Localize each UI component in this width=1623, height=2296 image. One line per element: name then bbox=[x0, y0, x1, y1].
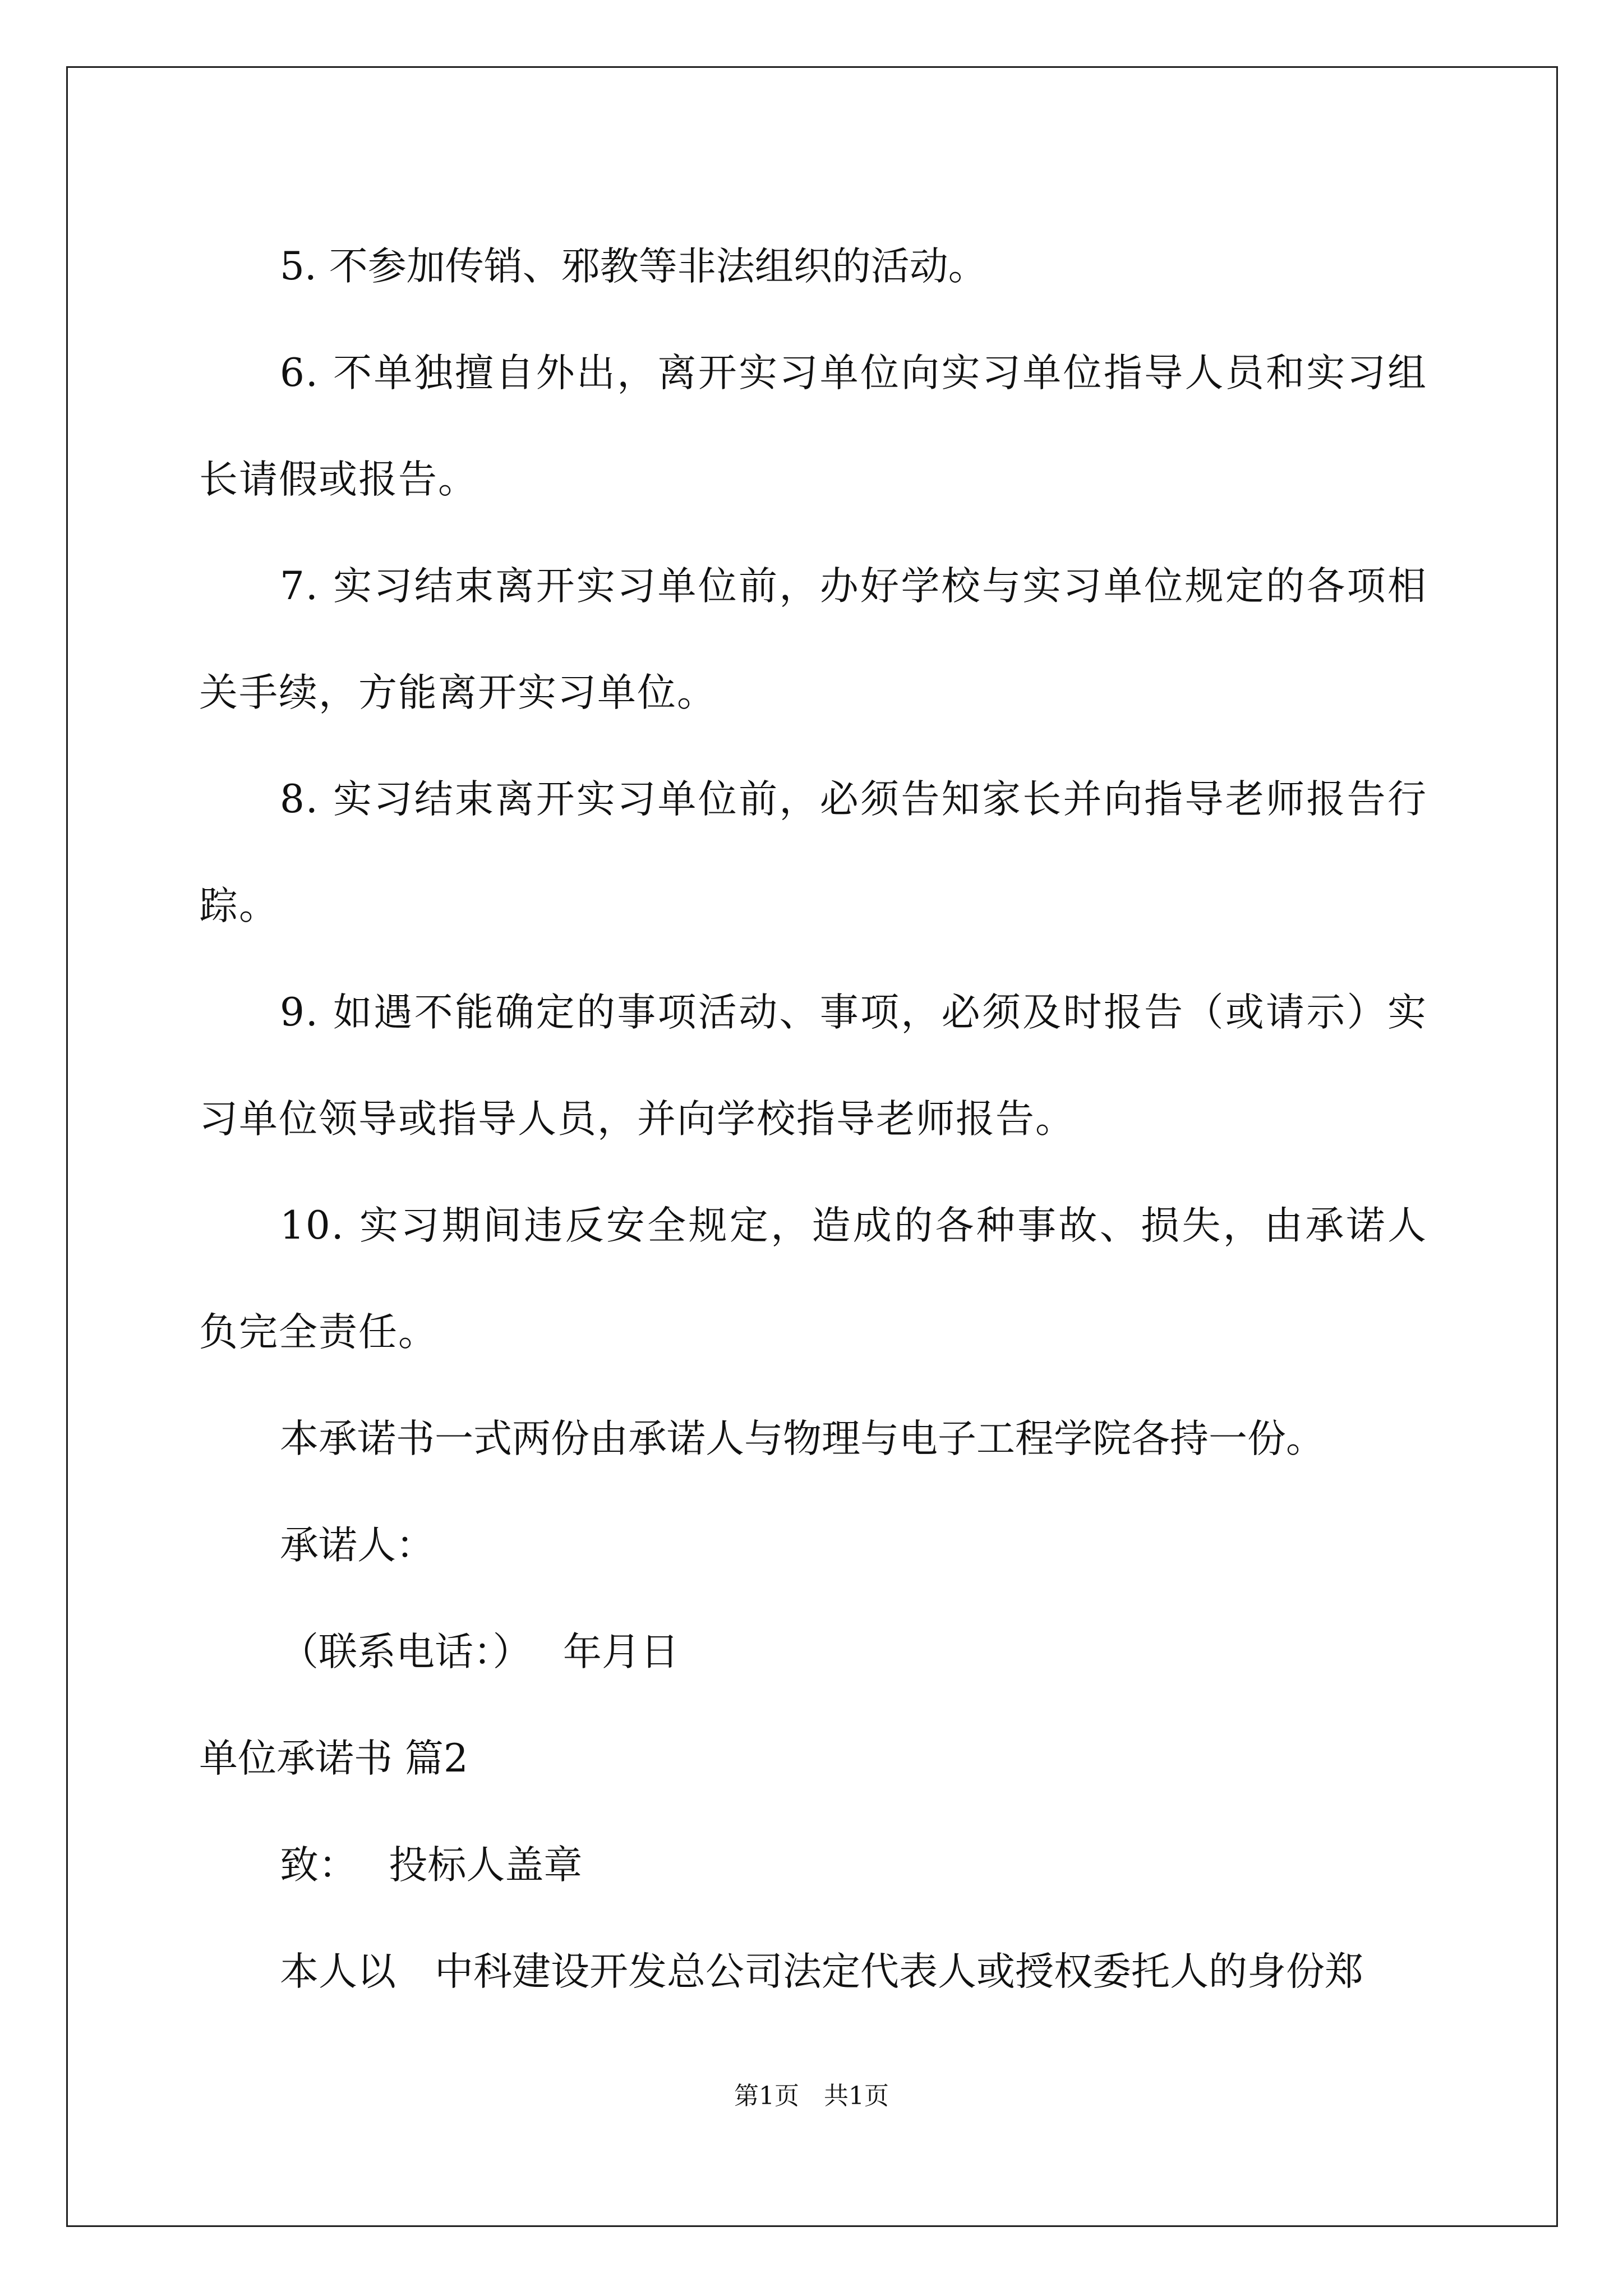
document-body bbox=[199, 213, 1427, 2025]
paragraph-item-9: 9. 如遇不能确定的事项活动、事项，必须及时报告（或请示）实习单位领导或指导人员，并向学校指导老师报告。 bbox=[199, 990, 1427, 1142]
paragraph-item-5: 5. 不参加传销、邪教等非法组织的活动。 bbox=[280, 244, 987, 289]
paragraph-last-line: 本人以 中科建设开发总公司法定代表人或授权委托人的身份郑 bbox=[280, 1949, 1363, 1994]
paragraph-promisor: 承诺人： bbox=[280, 1523, 435, 1568]
paragraph-item-6: 6. 不单独擅自外出，离开实习单位向实习单位指导人员和实习组长请假或报告。 bbox=[199, 351, 1427, 502]
paragraph-item-10: 10. 实习期间违反安全规定，造成的各种事故、损失，由承诺人负完全责任。 bbox=[199, 1203, 1427, 1355]
paragraph-copies: 本承诺书一式两份由承诺人与物理与电子工程学院各持一份。 bbox=[280, 1416, 1325, 1461]
paragraph-item-8: 8. 实习结束离开实习单位前，必须告知家长并向指导老师报告行踪。 bbox=[199, 777, 1427, 928]
paragraph-to-line: 致： 投标人盖章 bbox=[280, 1843, 583, 1888]
section-heading: 单位承诺书 篇2 bbox=[199, 1736, 468, 1781]
page-footer: 第1页 共1页 bbox=[734, 2082, 889, 2110]
paragraph-item-7: 7. 实习结束离开实习单位前，办好学校与实习单位规定的各项相关手续，方能离开实习单位。 bbox=[199, 564, 1427, 715]
paragraph-contact: （联系电话：） 年月日 bbox=[280, 1630, 679, 1674]
